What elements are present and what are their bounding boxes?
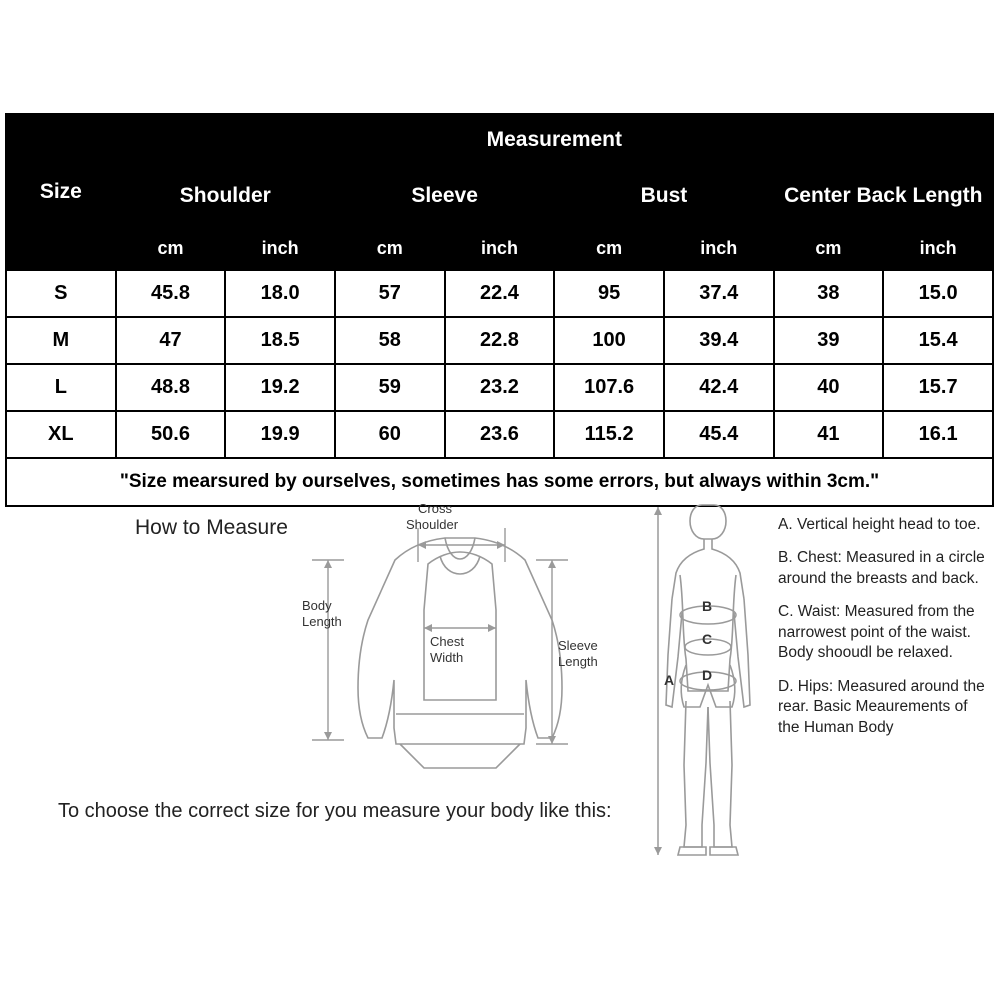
cell-value: 15.0 — [883, 270, 993, 317]
cell-size: XL — [6, 411, 116, 458]
body-marker-d: D — [702, 667, 713, 683]
cell-value: 115.2 — [554, 411, 664, 458]
measure-instruction-text: To choose the correct size for you measure your body like this: — [58, 800, 612, 822]
cell-value: 37.4 — [664, 270, 774, 317]
cell-value: 15.4 — [883, 317, 993, 364]
cell-size: L — [6, 364, 116, 411]
label-sleeve-length-line2: Length — [558, 654, 598, 669]
size-note: "Size mearsured by ourselves, sometimes has some errors, but always within 3cm." — [6, 458, 993, 506]
header-unit-shoulder-inch: inch — [225, 226, 335, 270]
cell-value: 19.9 — [225, 411, 335, 458]
cell-value: 100 — [554, 317, 664, 364]
legend-item-a: A. Vertical height head to toe. — [778, 516, 981, 533]
cell-value: 38 — [774, 270, 884, 317]
header-unit-bust-cm: cm — [554, 226, 664, 270]
cell-value: 40 — [774, 364, 884, 411]
header-unit-sleeve-cm: cm — [335, 226, 445, 270]
header-unit-bust-inch: inch — [664, 226, 774, 270]
cell-size: M — [6, 317, 116, 364]
cell-value: 45.4 — [664, 411, 774, 458]
header-group-shoulder: Shoulder — [116, 166, 335, 226]
label-body-length-line2: Length — [302, 614, 342, 629]
garment-diagram — [300, 500, 640, 790]
cell-value: 59 — [335, 364, 445, 411]
label-sleeve-length-line1: Sleeve — [558, 638, 598, 653]
cell-value: 48.8 — [116, 364, 226, 411]
table-row-group-header — [6, 166, 993, 226]
legend-item-b: B. Chest: Measured in a circle around the breasts and back. — [778, 549, 985, 587]
cell-value: 18.5 — [225, 317, 335, 364]
measurement-legend — [778, 515, 993, 751]
cell-value: 45.8 — [116, 270, 226, 317]
header-group-bust: Bust — [554, 166, 773, 226]
cell-value: 41 — [774, 411, 884, 458]
size-chart-table — [5, 113, 994, 507]
cell-value: 60 — [335, 411, 445, 458]
label-chest-width-line1: Chest — [430, 634, 464, 649]
label-cross-shoulder-line2: Shoulder — [406, 517, 459, 532]
table-row — [6, 411, 993, 458]
table-row — [6, 317, 993, 364]
legend-item-c: C. Waist: Measured from the narrowest point of the waist. Body shooudl be relaxed. — [778, 603, 975, 662]
cell-value: 58 — [335, 317, 445, 364]
table-row — [6, 270, 993, 317]
header-size: Size — [6, 114, 116, 270]
cell-value: 22.8 — [445, 317, 555, 364]
cell-value: 47 — [116, 317, 226, 364]
cell-value: 95 — [554, 270, 664, 317]
table-row — [6, 364, 993, 411]
cell-value: 39.4 — [664, 317, 774, 364]
header-unit-shoulder-cm: cm — [116, 226, 226, 270]
header-group-sleeve: Sleeve — [335, 166, 554, 226]
cell-value: 39 — [774, 317, 884, 364]
body-marker-a: A — [664, 672, 675, 688]
cell-value: 18.0 — [225, 270, 335, 317]
body-marker-b: B — [702, 598, 713, 614]
cell-value: 107.6 — [554, 364, 664, 411]
table-row-note — [6, 458, 993, 506]
body-diagram — [650, 495, 780, 875]
how-to-measure-title: How to Measure — [135, 516, 288, 539]
header-group-center-back-length: Center Back Length — [774, 166, 993, 226]
cell-value: 22.4 — [445, 270, 555, 317]
table-row-measurement-header — [6, 114, 993, 166]
cell-value: 42.4 — [664, 364, 774, 411]
cell-value: 57 — [335, 270, 445, 317]
cell-value: 23.2 — [445, 364, 555, 411]
header-measurement: Measurement — [116, 114, 993, 166]
label-body-length-line1: Body — [302, 598, 332, 613]
cell-value: 15.7 — [883, 364, 993, 411]
header-unit-sleeve-inch: inch — [445, 226, 555, 270]
label-cross-shoulder-line1: Cross — [418, 501, 452, 516]
table-row-unit-header — [6, 226, 993, 270]
size-chart-container — [5, 113, 994, 507]
cell-value: 23.6 — [445, 411, 555, 458]
cell-size: S — [6, 270, 116, 317]
label-chest-width-line2: Width — [430, 650, 464, 665]
cell-value: 50.6 — [116, 411, 226, 458]
body-marker-c: C — [702, 631, 713, 647]
cell-value: 19.2 — [225, 364, 335, 411]
cell-value: 16.1 — [883, 411, 993, 458]
header-unit-cbl-cm: cm — [774, 226, 884, 270]
header-unit-cbl-inch: inch — [883, 226, 993, 270]
legend-item-d: D. Hips: Measured around the rear. Basic Meaurements of the Human Body — [778, 677, 985, 736]
